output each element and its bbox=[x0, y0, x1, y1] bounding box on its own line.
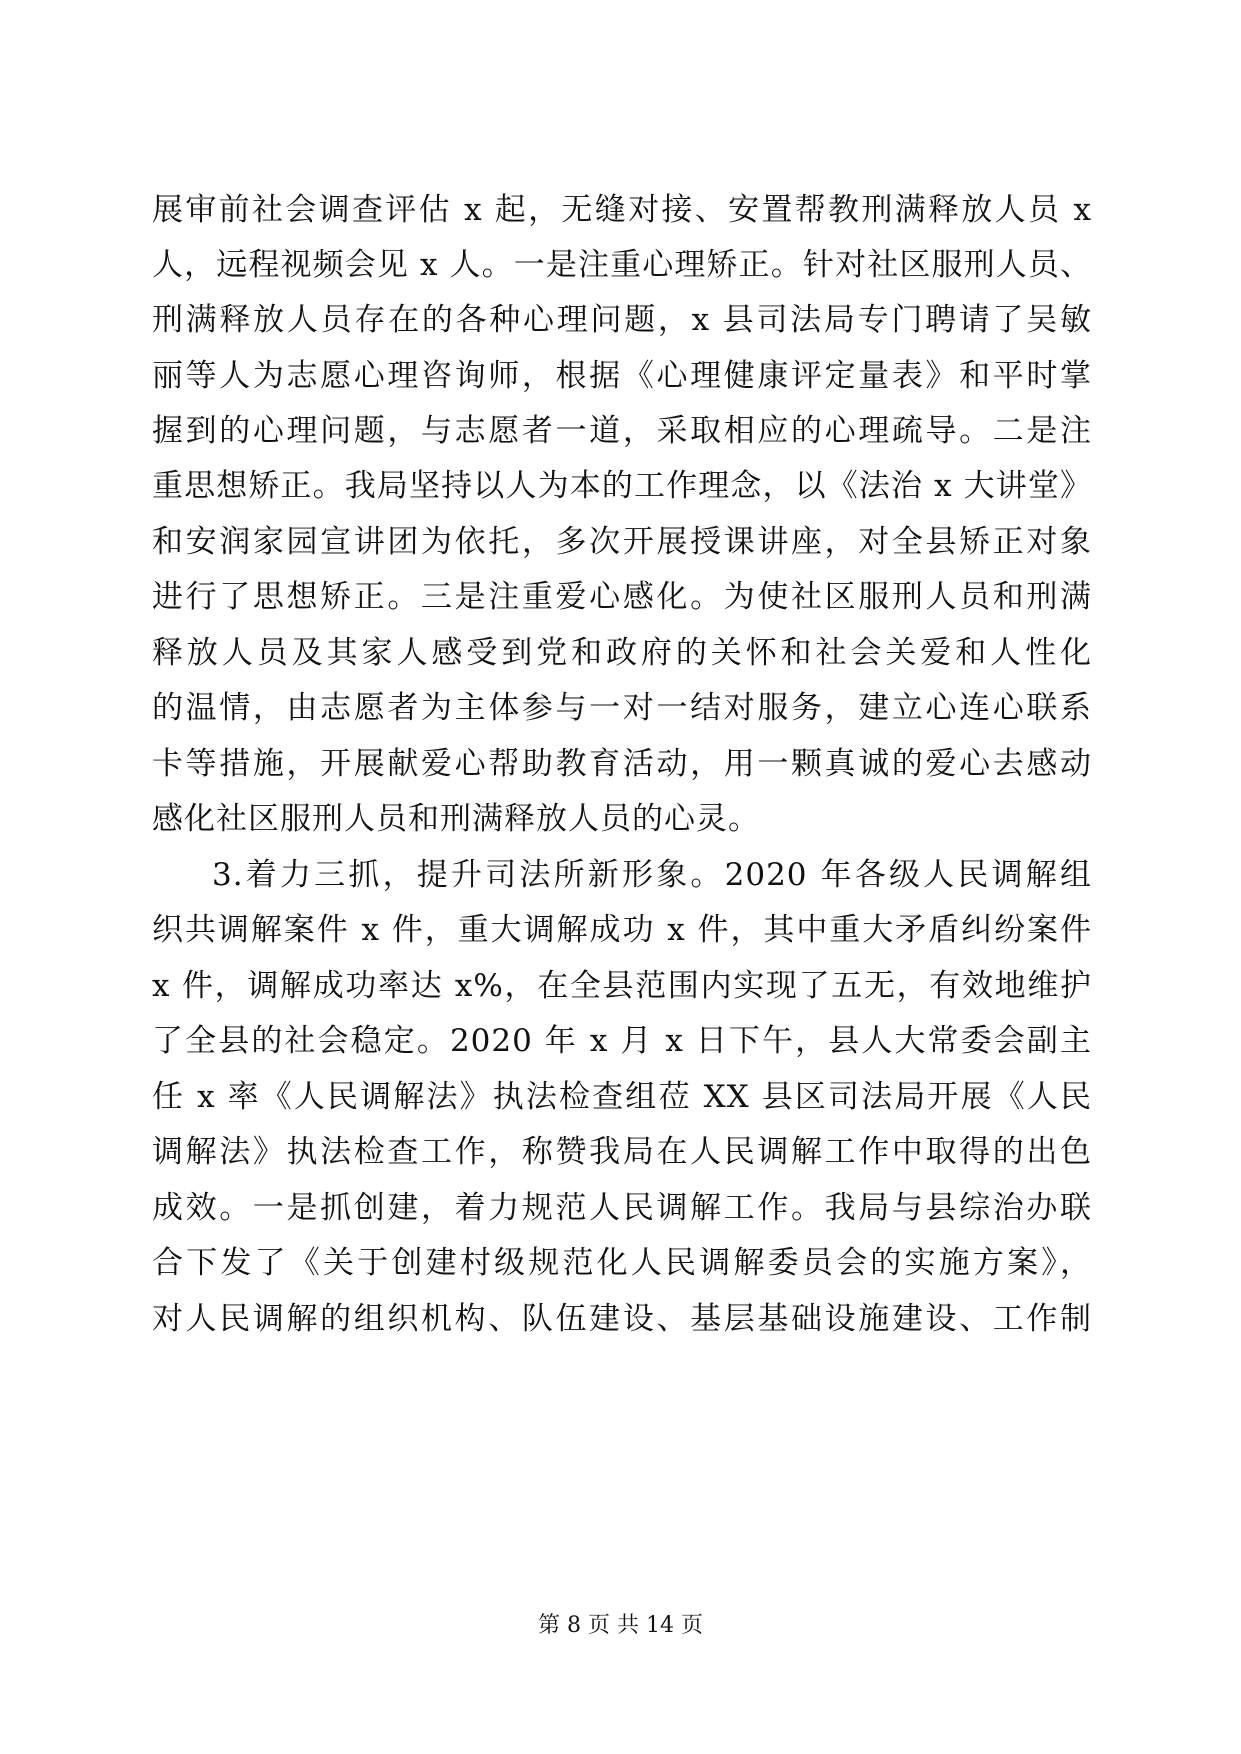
body-line: 的温情，由志愿者为主体参与一对一结对服务，建立心连心联系 bbox=[152, 690, 1092, 726]
body-line: x 件，调解成功率达 x%，在全县范围内实现了五无，有效地维护 bbox=[152, 968, 1092, 1004]
body-line: 感化社区服刑人员和刑满释放人员的心灵。 bbox=[152, 801, 760, 837]
body-line: 对人民调解的组织机构、队伍建设、基层基础设施建设、工作制 bbox=[152, 1301, 1092, 1337]
body-line: 合下发了《关于创建村级规范化人民调解委员会的实施方案》， bbox=[152, 1245, 1092, 1281]
body-line: 丽等人为志愿心理咨询师，根据《心理健康评定量表》和平时掌 bbox=[152, 358, 1092, 394]
body-line: 成效。一是抓创建，着力规范人民调解工作。我局与县综治办联 bbox=[152, 1190, 1092, 1226]
body-line: 刑满释放人员存在的各种心理问题，x 县司法局专门聘请了吴敏 bbox=[152, 302, 1092, 338]
body-line: 卡等措施，开展献爱心帮助教育活动，用一颗真诚的爱心去感动 bbox=[152, 746, 1092, 782]
body-line: 重思想矫正。我局坚持以人为本的工作理念，以《法治 x 大讲堂》 bbox=[152, 468, 1092, 504]
body-line: 织共调解案件 x 件，重大调解成功 x 件，其中重大矛盾纠纷案件 bbox=[152, 912, 1092, 948]
body-line: 和安润家园宣讲团为依托，多次开展授课讲座，对全县矫正对象 bbox=[152, 524, 1092, 560]
body-line: 调解法》执法检查工作，称赞我局在人民调解工作中取得的出色 bbox=[152, 1134, 1092, 1170]
section-heading-line: 3.着力三抓，提升司法所新形象。2020 年各级人民调解组 bbox=[212, 857, 1092, 893]
body-line: 释放人员及其家人感受到党和政府的关怀和社会关爱和人性化 bbox=[152, 635, 1092, 671]
body-line: 握到的心理问题，与志愿者一道，采取相应的心理疏导。二是注 bbox=[152, 413, 1092, 449]
body-line: 了全县的社会稳定。2020 年 x 月 x 日下午，县人大常委会副主 bbox=[152, 1023, 1092, 1059]
page-number-footer: 第 8 页 共 14 页 bbox=[538, 1613, 703, 1638]
body-line: 任 x 率《人民调解法》执法检查组莅 XX 县区司法局开展《人民 bbox=[152, 1079, 1092, 1115]
body-line: 人，远程视频会见 x 人。一是注重心理矫正。针对社区服刑人员、 bbox=[152, 247, 1092, 283]
body-line: 进行了思想矫正。三是注重爱心感化。为使社区服刑人员和刑满 bbox=[152, 579, 1092, 615]
body-line: 展审前社会调查评估 x 起，无缝对接、安置帮教刑满释放人员 x bbox=[152, 192, 1092, 228]
